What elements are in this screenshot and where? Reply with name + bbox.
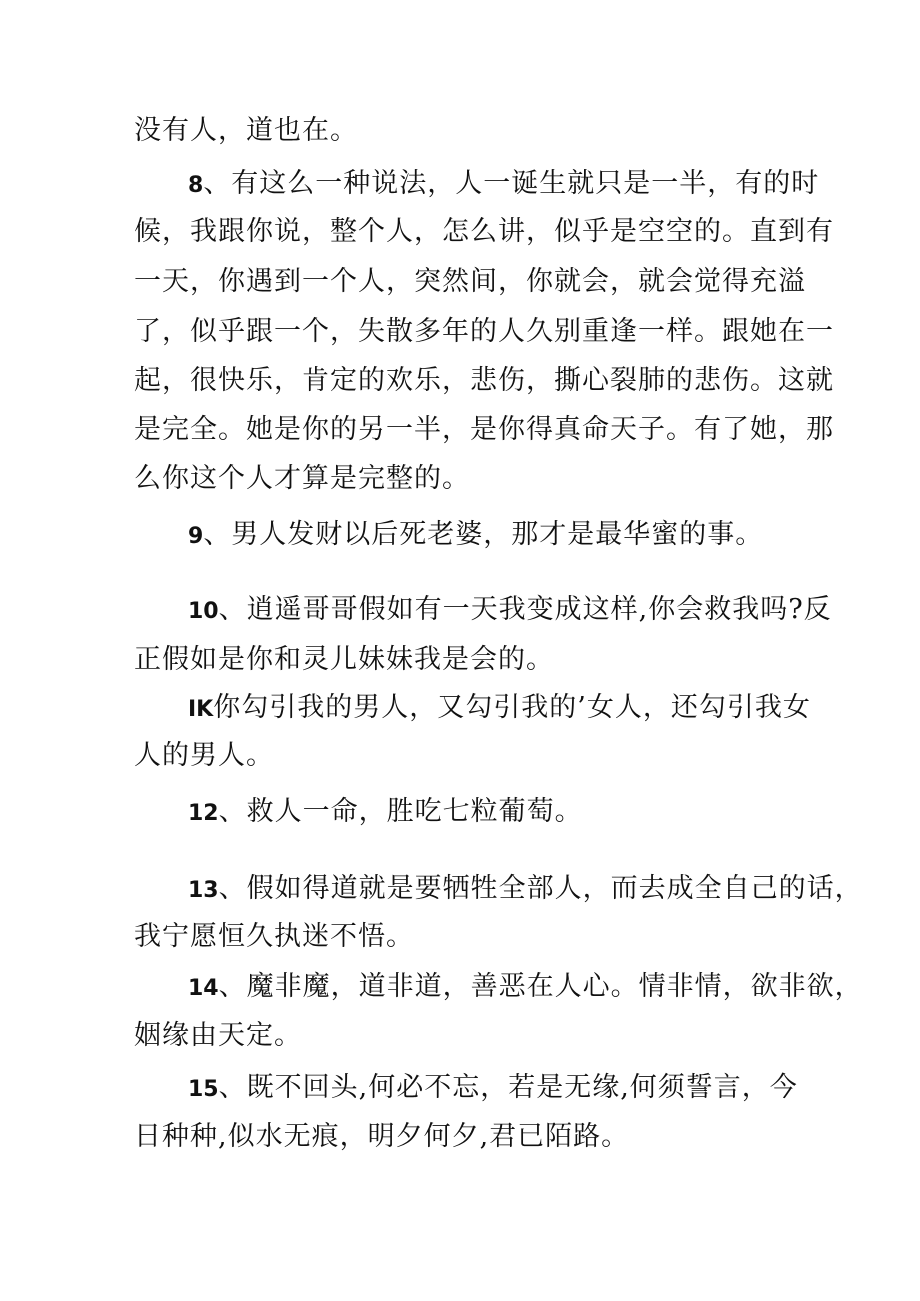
item-13-line-2: 我宁愿恒久执迷不悟。 — [134, 921, 414, 952]
item-12-line-1 — [188, 792, 583, 834]
item-8-line-3: 一天，你遇到一个人，突然间，你就会，就会觉得充溢 — [134, 266, 806, 297]
item-text: 、假如得道就是要牺牲全部人，而去成全自己的话， — [218, 873, 863, 904]
item-15-line-1 — [188, 1068, 798, 1110]
item-text: 、逍遥哥哥假如有一天我变成这样,你会救我吗?反 — [218, 594, 832, 625]
intro-line: 没有人，道也在。 — [134, 115, 358, 146]
item-number: 12 — [188, 801, 219, 826]
item-number: 14 — [188, 976, 219, 1001]
item-text: 、既不回头,何必不忘，若是无缘,何须誓言，今 — [218, 1072, 798, 1103]
item-ik-line-1 — [188, 688, 811, 730]
item-text: 、男人发财以后死老婆，那才是最华蜜的事。 — [203, 519, 764, 550]
item-number: IK — [188, 697, 214, 722]
item-9-line-1 — [188, 515, 763, 557]
item-8-line-4: 了，似乎跟一个，失散多年的人久别重逢一样。跟她在一 — [134, 316, 834, 347]
item-8-line-6: 是完全。她是你的另一半，是你得真命天子。有了她，那 — [134, 414, 834, 445]
item-number: 10 — [188, 599, 219, 624]
item-number: 15 — [188, 1077, 219, 1102]
item-8-line-2: 候，我跟你说，整个人，怎么讲，似乎是空空的。直到有 — [134, 216, 834, 247]
item-number: 8 — [188, 173, 204, 198]
item-text: 你勾引我的男人，又勾引我的’女人，还勾引我女 — [213, 692, 811, 723]
item-10-line-1 — [188, 590, 832, 632]
item-ik-line-2: 人的男人。 — [134, 740, 274, 771]
item-number: 13 — [188, 878, 219, 903]
item-8-line-7: 么你这个人才算是完整的。 — [134, 463, 470, 494]
item-8-line-5: 起，很快乐，肯定的欢乐，悲伤，撕心裂肺的悲伤。这就 — [134, 365, 834, 396]
item-text: 、救人一命，胜吃七粒葡萄。 — [218, 796, 583, 827]
item-13-line-1 — [188, 869, 863, 911]
item-8-line-1 — [188, 164, 819, 206]
item-text: 、有这么一种说法，人一诞生就只是一半，有的时 — [203, 168, 820, 199]
item-text: 、魔非魔，道非道，善恶在人心。情非情，欲非欲， — [218, 971, 863, 1002]
item-number: 9 — [188, 524, 204, 549]
item-10-line-2: 正假如是你和灵儿妹妹我是会的。 — [134, 644, 554, 675]
item-14-line-2: 姻缘由天定。 — [134, 1020, 302, 1051]
item-14-line-1 — [188, 967, 863, 1009]
item-15-line-2: 日种种,似水无痕，明夕何夕,君已陌路。 — [134, 1121, 630, 1152]
